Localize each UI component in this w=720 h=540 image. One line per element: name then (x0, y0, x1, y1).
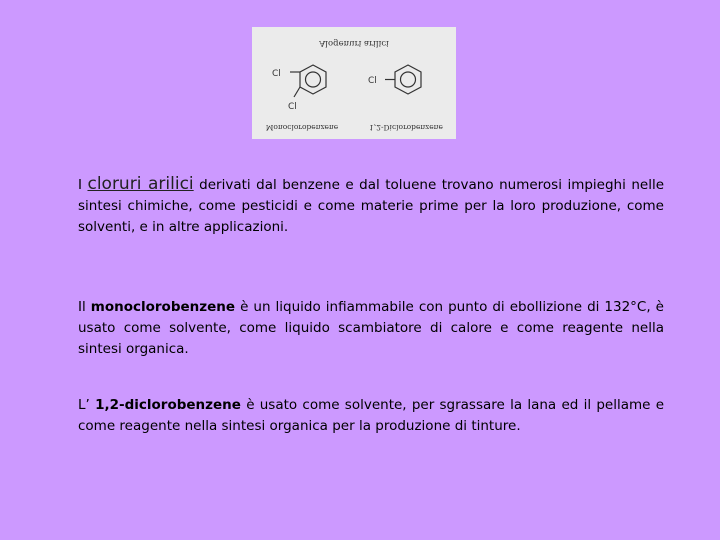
term-monochlorobenzene: monoclorobenzene (90, 299, 236, 315)
right-caption: Monoclorobenzene (265, 123, 339, 132)
aromatic-circle-right (401, 72, 416, 87)
term-dichlorobenzene: 1,2-diclorobenzene (95, 397, 241, 413)
dichlorobenzene-structure (290, 65, 326, 97)
p3-prefix: L’ (78, 397, 96, 413)
p2-text: è un liquido infiammabile con punto di ebollizione di 132°C, è usato come solvente, come liquido scambiatore di calore e come reagente nella sintesi organica. (78, 299, 664, 357)
paragraph-monochlorobenzene (78, 297, 664, 360)
benzene-ring-right (395, 65, 421, 94)
figure-header: Alogenuri arilici (319, 38, 389, 48)
term-aryl-chlorides: cloruri arilici (87, 174, 194, 194)
structure-diagram (252, 27, 456, 139)
cl-label-1: Cl (272, 69, 281, 79)
benzene-ring-left (300, 65, 326, 94)
monochlorobenzene-structure (385, 65, 421, 94)
cl-label-3: Cl (368, 76, 377, 86)
paragraph-dichlorobenzene (78, 395, 664, 437)
left-caption: 1,2-Diclorobenzene (369, 123, 443, 132)
p1-prefix: I (78, 177, 88, 193)
p1-text: derivati dal benzene e dal toluene trovano numerosi impieghi nelle sintesi chimiche, come pesticidi e come materie prime per la loro produzione, come solventi, e in altre applicazioni. (78, 177, 665, 235)
p3-text: è usato come solvente, per sgrassare la lana ed il pellame e come reagente nella sintesi organica per la produzione di tinture. (78, 397, 664, 434)
cl-label-2: Cl (288, 102, 297, 112)
paragraph-aryl-chlorides (78, 174, 664, 238)
aromatic-circle-left (306, 72, 321, 87)
p2-prefix: Il (78, 299, 91, 315)
cl-bond-2 (294, 87, 300, 97)
molecule-figure (252, 27, 456, 139)
